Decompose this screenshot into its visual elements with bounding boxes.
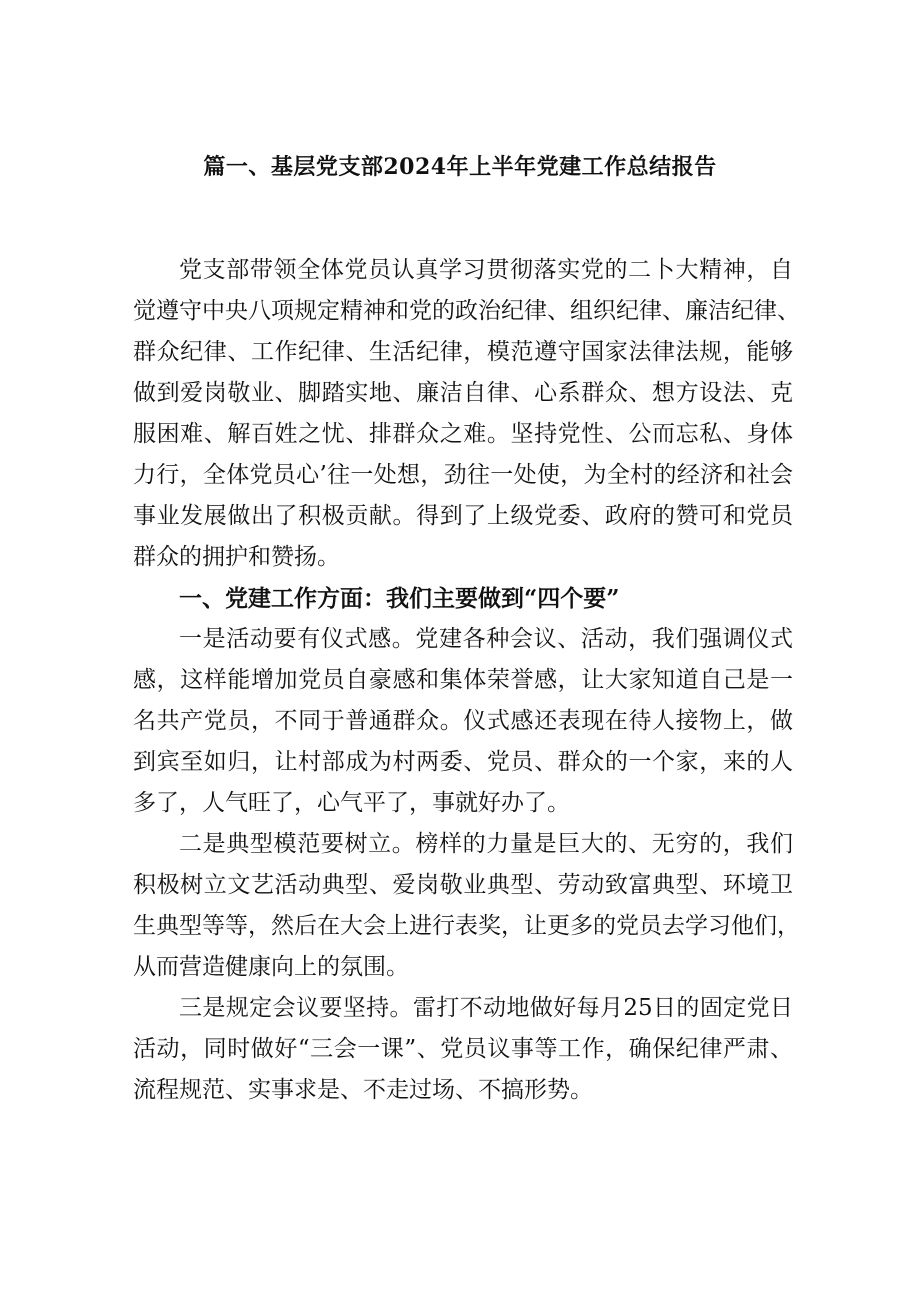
text-line: 一是活动要有仪式感。党建各种会议、活动，我们强调仪式 xyxy=(179,626,793,652)
section-heading xyxy=(133,578,793,619)
text-line: 三是规定会议要坚持。雷打不动地做好每月25日的固定党日 xyxy=(179,995,793,1021)
heading-line: 一、党建工作方面：我们主要做到“四个要” xyxy=(179,585,620,612)
document-body xyxy=(133,250,800,1111)
text-line: 名共产党员，不同于普通群众。仪式感还表现在待人接物上，做 xyxy=(133,708,793,734)
paragraph-ceremony xyxy=(133,619,793,824)
text-line: 到宾至如归，让村部成为村两委、党员、群众的一个家，来的人 xyxy=(133,749,793,775)
text-line: 服困难、解百姓之忧、排群众之难。坚持党性、公而忘私、身体 xyxy=(133,421,793,447)
text-line: 群众的拥护和赞扬。 xyxy=(133,544,340,570)
text-line: 党支部带领全体党员认真学习贯彻落实党的二卜大精神，自 xyxy=(179,257,793,283)
text-line: 事业发展做出了积极贡献。得到了上级党委、政府的赞可和党员 xyxy=(133,503,793,529)
text-line: 生典型等等，然后在大会上进行表奖，让更多的党员去学习他们， xyxy=(133,913,800,939)
text-line: 活动，同时做好“三会一课”、党员议事等工作，确保纪律严肃、 xyxy=(133,1036,793,1062)
paragraph-intro xyxy=(133,250,800,578)
text-line: 二是典型模范要树立。榜样的力量是巨大的、无穷的，我们 xyxy=(179,831,793,857)
text-line: 积极树立文艺活动典型、爱岗敬业典型、劳动致富典型、环境卫 xyxy=(133,872,793,898)
text-line: 感，这样能增加党员自豪感和集体荣誉感，让大家知道自己是一 xyxy=(133,667,793,693)
paragraph-meetings xyxy=(133,988,793,1111)
text-line: 多了，人气旺了，心气平了，事就好办了。 xyxy=(133,790,570,816)
document-title: 篇一、基层党支部2024年上半年党建工作总结报告 xyxy=(203,154,717,180)
text-line: 觉遵守中央八项规定精神和党的政治纪律、组织纪律、廉洁纪律、 xyxy=(133,298,800,324)
text-line: 做到爱岗敬业、脚踏实地、廉洁自律、心系群众、想方设法、克 xyxy=(133,380,793,406)
text-line: 从而营造健康向上的氛围。 xyxy=(133,954,409,980)
text-line: 群众纪律、工作纪律、生活纪律，模范遵守国家法律法规，能够 xyxy=(133,339,793,365)
paragraph-role-models xyxy=(133,824,800,988)
text-line: 流程规范、实事求是、不走过场、不搞形势。 xyxy=(133,1077,593,1103)
text-line: 力行，全体党员心’往一处想，劲往一处使，为全村的经济和社会 xyxy=(133,462,793,488)
